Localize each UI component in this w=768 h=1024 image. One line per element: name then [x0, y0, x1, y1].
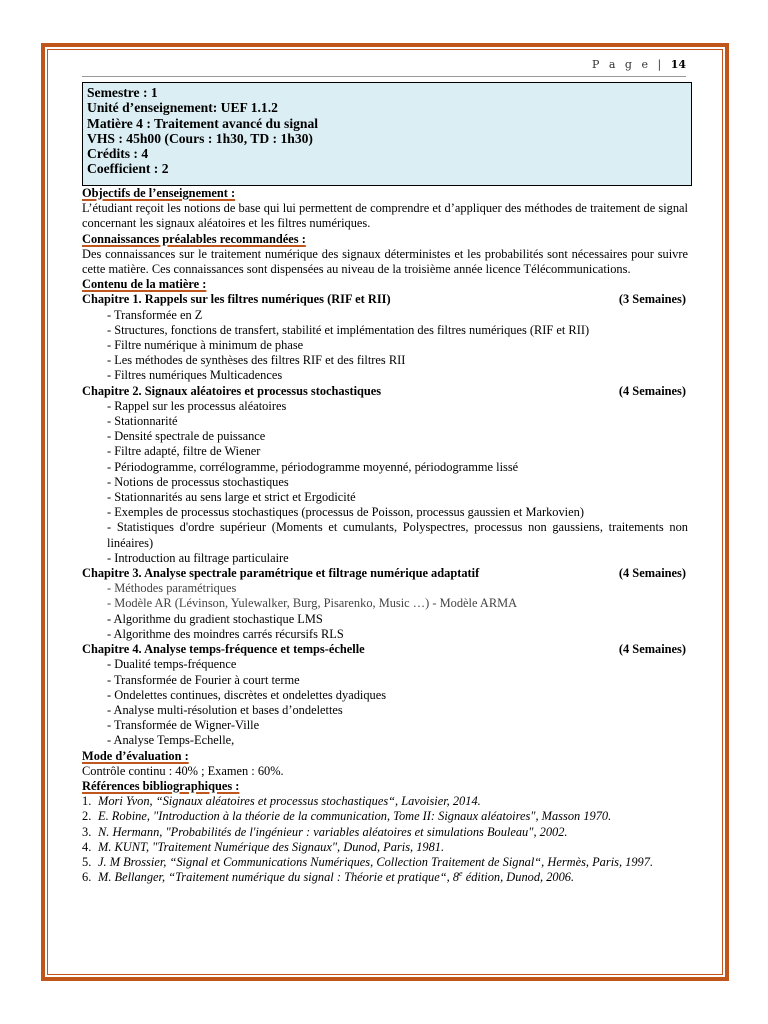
- list-item: - Transformée de Wigner-Ville: [107, 718, 260, 733]
- chapter-duration: (4 Semaines): [618, 383, 686, 398]
- reference-item: 3. N. Hermann, "Probabilités de l'ingénieur : variables aléatoires et simulations Bouleau", 2002.: [82, 824, 568, 839]
- list-item: - Exemples de processus stochastiques (processus de Poisson, processus gaussien et Markovien): [107, 505, 584, 520]
- connaissances-text: Des connaissances sur le traitement numérique des signaux déterministes et les probabilités sont nécessaires pour suivre cette matière. Ces connaissances sont dispensées au niveau de la troisième année licence Télécommunications.: [82, 246, 688, 277]
- list-item: - Filtre numérique à minimum de phase: [107, 338, 304, 353]
- list-item: - Algorithme des moindres carrés récursifs RLS: [107, 626, 344, 641]
- reference-item: 4. M. KUNT, "Traitement Numérique des Signaux", Dunod, Paris, 1981.: [82, 839, 445, 854]
- credits: Crédits : 4: [87, 146, 149, 162]
- unite: Unité d’enseignement: UEF 1.1.2: [87, 100, 278, 116]
- list-item: - Transformée de Fourier à court terme: [107, 672, 300, 687]
- page-separator: |: [657, 58, 665, 71]
- chapter-title: Chapitre 3. Analyse spectrale paramétrique et filtrage numérique adaptatif: [82, 566, 480, 581]
- page-number: 14: [670, 58, 686, 71]
- contenu-title: Contenu de la matière :: [82, 277, 207, 292]
- chapter-title: Chapitre 4. Analyse temps-fréquence et temps-échelle: [82, 642, 365, 657]
- chapter-1: [82, 292, 688, 383]
- reference-item: 2. E. Robine, "Introduction à la théorie de la communication, Tome II: Signaux aléatoires", Masson 1970.: [82, 809, 612, 824]
- coefficient: Coefficient : 2: [87, 161, 169, 177]
- list-item: - Notions de processus stochastiques: [107, 474, 289, 489]
- header-rule: [82, 76, 686, 77]
- list-item: - Filtres numériques Multicadences: [107, 368, 283, 383]
- evaluation-title: Mode d’évaluation :: [82, 748, 189, 763]
- connaissances-title: Connaissances préalables recommandées :: [82, 231, 306, 246]
- list-item: - Périodogramme, corrélogramme, périodogramme moyenné, périodogramme lissé: [107, 459, 519, 474]
- document-body: [82, 186, 688, 885]
- chapter-4: [82, 642, 688, 748]
- list-item: - Stationnarités au sens large et strict et Ergodicité: [107, 490, 356, 505]
- list-item: - Structures, fonctions de transfert, stabilité et implémentation des filtres numériques (RIF et RII): [107, 322, 590, 337]
- list-item: - Introduction au filtrage particulaire: [107, 550, 289, 565]
- chapter-duration: (4 Semaines): [618, 566, 686, 581]
- chapter-3: [82, 566, 688, 642]
- list-item: - Densité spectrale de puissance: [107, 429, 266, 444]
- list-item: - Dualité temps-fréquence: [107, 657, 237, 672]
- matiere: Matière 4 : Traitement avancé du signal: [87, 115, 319, 131]
- page-header: [592, 58, 686, 71]
- list-item: - Méthodes paramétriques: [107, 581, 237, 596]
- list-item: - Analyse Temps-Echelle,: [107, 733, 235, 748]
- evaluation-text: Contrôle continu : 40% ; Examen : 60%.: [82, 763, 284, 778]
- reference-item: 5. J. M Brossier, “Signal et Communications Numériques, Collection Traitement de Signal“, Hermès, Paris, 1997.: [82, 854, 654, 869]
- list-item: - Algorithme du gradient stochastique LMS: [107, 611, 323, 626]
- references-title: Références bibliographiques :: [82, 778, 240, 793]
- reference-item: 1. Mori Yvon, “Signaux aléatoires et processus stochastiques“, Lavoisier, 2014.: [82, 794, 481, 809]
- chapter-2: [82, 384, 688, 566]
- chapter-title: Chapitre 1. Rappels sur les filtres numériques (RIF et RII): [82, 292, 391, 307]
- course-info-box: [82, 82, 692, 186]
- list-item: - Stationnarité: [107, 414, 178, 429]
- chapter-duration: (3 Semaines): [618, 292, 686, 307]
- chapter-duration: (4 Semaines): [618, 642, 686, 657]
- vhs: VHS : 45h00 (Cours : 1h30, TD : 1h30): [87, 130, 313, 146]
- chapter-title: Chapitre 2. Signaux aléatoires et processus stochastiques: [82, 383, 382, 398]
- list-item: - Statistiques d'ordre supérieur (Moments et cumulants, Polyspectres, processus non gaussiens, traitements non linéaires): [107, 520, 688, 550]
- list-item: - Modèle AR (Lévinson, Yulewalker, Burg, Pisarenko, Music …) - Modèle ARMA: [107, 596, 518, 611]
- semestre: Semestre : 1: [87, 85, 158, 100]
- objectifs-text: L’étudiant reçoit les notions de base qui lui permettent de comprendre et d’appliquer des méthodes de traitement de signal concernant les signaux aléatoires et les filtres numériques.: [82, 201, 688, 231]
- list-item: - Transformée en Z: [107, 307, 203, 322]
- reference-item: 6. M. Bellanger, “Traitement numérique du signal : Théorie et pratique“, 8e édition, Dunod, 2006.: [82, 869, 575, 885]
- page-label: P a g e: [591, 58, 651, 71]
- list-item: - Filtre adapté, filtre de Wiener: [107, 444, 261, 459]
- list-item: - Les méthodes de synthèses des filtres RIF et des filtres RII: [107, 353, 406, 368]
- list-item: - Analyse multi-résolution et bases d’ondelettes: [107, 702, 343, 717]
- list-item: - Rappel sur les processus aléatoires: [107, 398, 287, 413]
- objectifs-title: Objectifs de l’enseignement :: [82, 186, 236, 200]
- list-item: - Ondelettes continues, discrètes et ondelettes dyadiques: [107, 687, 387, 702]
